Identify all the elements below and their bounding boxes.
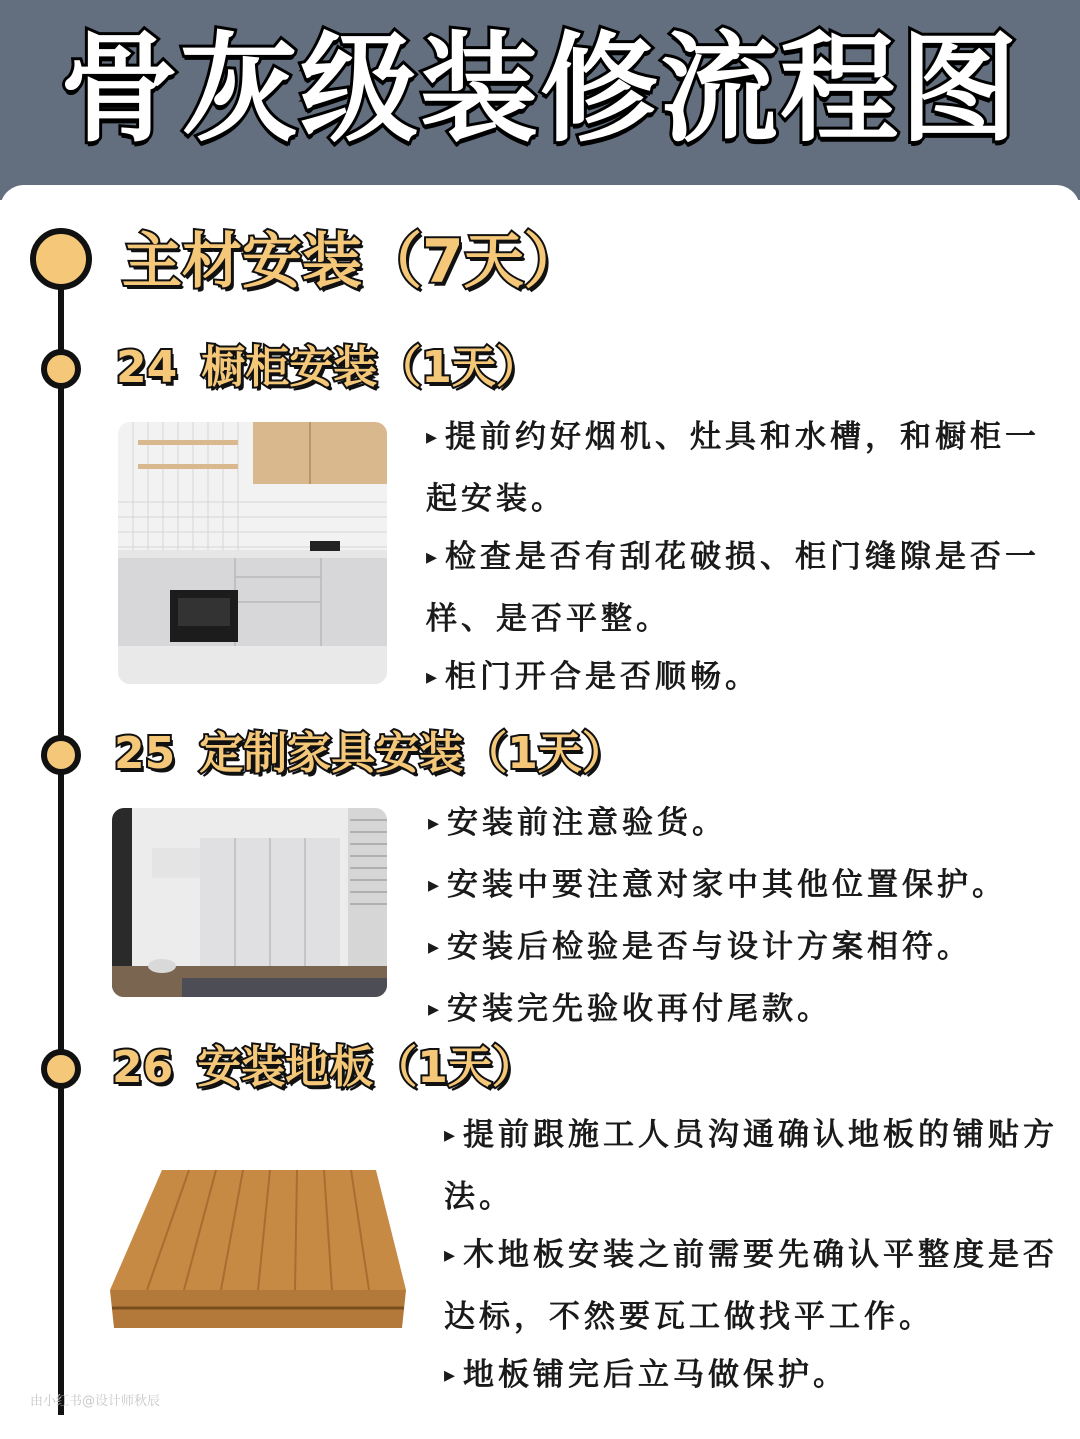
section-title: 主材安装（7天） bbox=[122, 227, 584, 297]
bullet-item: ▸ 提前约好烟机、灶具和水槽，和橱柜一起安装。 bbox=[426, 419, 1041, 517]
triangle-bullet-icon: ▸ bbox=[444, 1243, 456, 1268]
watermark: 由小红书@设计师秋辰 bbox=[30, 1394, 161, 1409]
step-26-bullets bbox=[444, 1106, 1074, 1408]
step-dot-26 bbox=[41, 1049, 81, 1089]
step-24-bullets bbox=[426, 408, 1066, 710]
step-number: 25 bbox=[114, 728, 176, 779]
bullet-item: ▸ 安装前注意验货。 bbox=[428, 805, 728, 841]
step-heading-26 bbox=[112, 1040, 536, 1096]
section-dot bbox=[30, 228, 92, 290]
step-heading-25 bbox=[114, 726, 626, 782]
triangle-bullet-icon: ▸ bbox=[428, 873, 440, 898]
triangle-bullet-icon: ▸ bbox=[426, 545, 438, 570]
step-title: 橱柜安装（1天） bbox=[201, 342, 540, 393]
kitchen-cabinet-photo bbox=[118, 422, 387, 684]
step-number: 24 bbox=[116, 342, 178, 393]
bullet-item: ▸ 安装后检验是否与设计方案相符。 bbox=[428, 929, 973, 965]
step-number: 26 bbox=[112, 1042, 174, 1093]
wood-floor-board-image bbox=[106, 1160, 410, 1332]
bullet-item: ▸ 地板铺完后立马做保护。 bbox=[444, 1357, 849, 1393]
bullet-item: ▸ 木地板安装之前需要先确认平整度是否达标，不然要瓦工做找平工作。 bbox=[444, 1237, 1059, 1335]
page-title: 骨灰级装修流程图 bbox=[59, 20, 1020, 158]
triangle-bullet-icon: ▸ bbox=[444, 1123, 456, 1148]
bullet-item: ▸ 提前跟施工人员沟通确认地板的铺贴方法。 bbox=[444, 1117, 1059, 1215]
triangle-bullet-icon: ▸ bbox=[428, 811, 440, 836]
triangle-bullet-icon: ▸ bbox=[444, 1363, 456, 1388]
bullet-item: ▸ 柜门开合是否顺畅。 bbox=[426, 659, 761, 695]
step-dot-25 bbox=[41, 735, 81, 775]
step-25-bullets bbox=[428, 794, 1068, 1042]
custom-furniture-photo bbox=[112, 808, 387, 997]
triangle-bullet-icon: ▸ bbox=[428, 997, 440, 1022]
triangle-bullet-icon: ▸ bbox=[426, 665, 438, 690]
triangle-bullet-icon: ▸ bbox=[428, 935, 440, 960]
step-heading-24 bbox=[116, 340, 540, 396]
step-dot-24 bbox=[41, 349, 81, 389]
triangle-bullet-icon: ▸ bbox=[426, 425, 438, 450]
title-banner bbox=[0, 0, 1080, 200]
step-title: 安装地板（1天） bbox=[197, 1042, 536, 1093]
bullet-item: ▸ 安装完先验收再付尾款。 bbox=[428, 991, 833, 1027]
bullet-item: ▸ 安装中要注意对家中其他位置保护。 bbox=[428, 867, 1008, 903]
timeline-line bbox=[58, 255, 64, 1415]
step-title: 定制家具安装（1天） bbox=[199, 728, 626, 779]
bullet-item: ▸ 检查是否有刮花破损、柜门缝隙是否一样、是否平整。 bbox=[426, 539, 1041, 637]
